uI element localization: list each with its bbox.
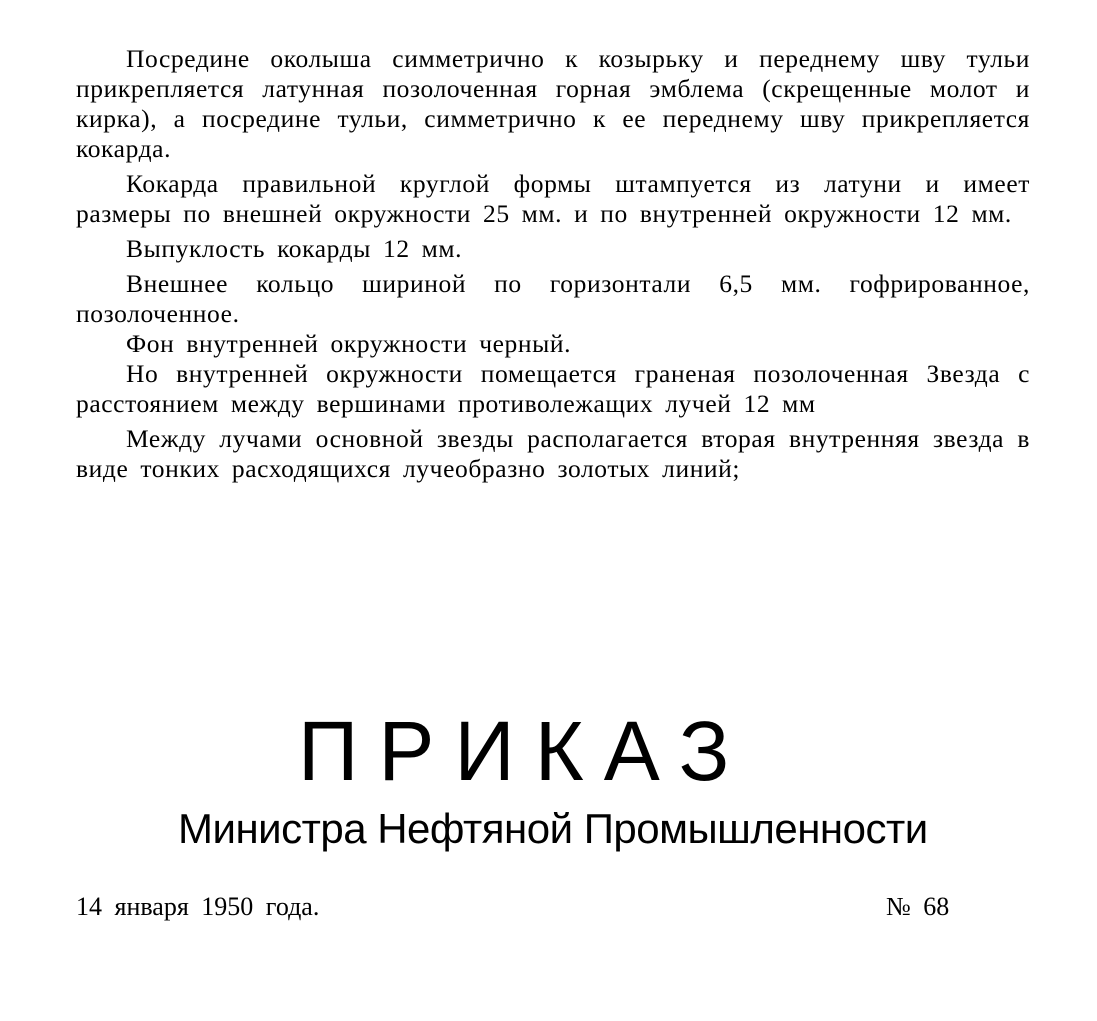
paragraph-cockade-convexity: Выпуклость кокарды 12 мм. [126,234,463,263]
paragraph-star: Но внутренней окружности помещается граненая позолоченная Звезда с расстоянием между вершинами противолежащих лучей 12 мм [76,359,1030,418]
order-subtitle: Министра Нефтяной Промышленности [178,805,928,852]
paragraph-cockade-size: Кокарда правильной круглой формы штампуется из латуни и имеет размеры по внешней окружности 25 мм. и по внутренней окружности 12 мм. [76,169,1030,228]
regulation-text [76,44,1030,489]
paragraph-outer-ring: Внешнее кольцо шириной по горизонтали 6,5 мм. гофрированное, позолоченное. [76,269,1030,328]
paragraph-inner-star: Между лучами основной звезды располагается вторая внутренняя звезда в виде тонких расходящихся лучеобразно золотых линий; [76,424,1030,483]
order-number: № 68 [886,892,950,921]
paragraph-inner-background: Фон внутренней окружности черный. [126,329,572,358]
order-title: ПРИКАЗ [298,704,750,798]
order-date: 14 января 1950 года. [76,892,320,921]
paragraph-emblem-placement: Посредине околыша симметрично к козырьку и переднему шву тульи прикрепляется латунная позолоченная горная эмблема (скрещенные молот и кирка), а посредине тульи, симметрично к ее переднему шву прикрепляется кокарда. [76,44,1030,163]
